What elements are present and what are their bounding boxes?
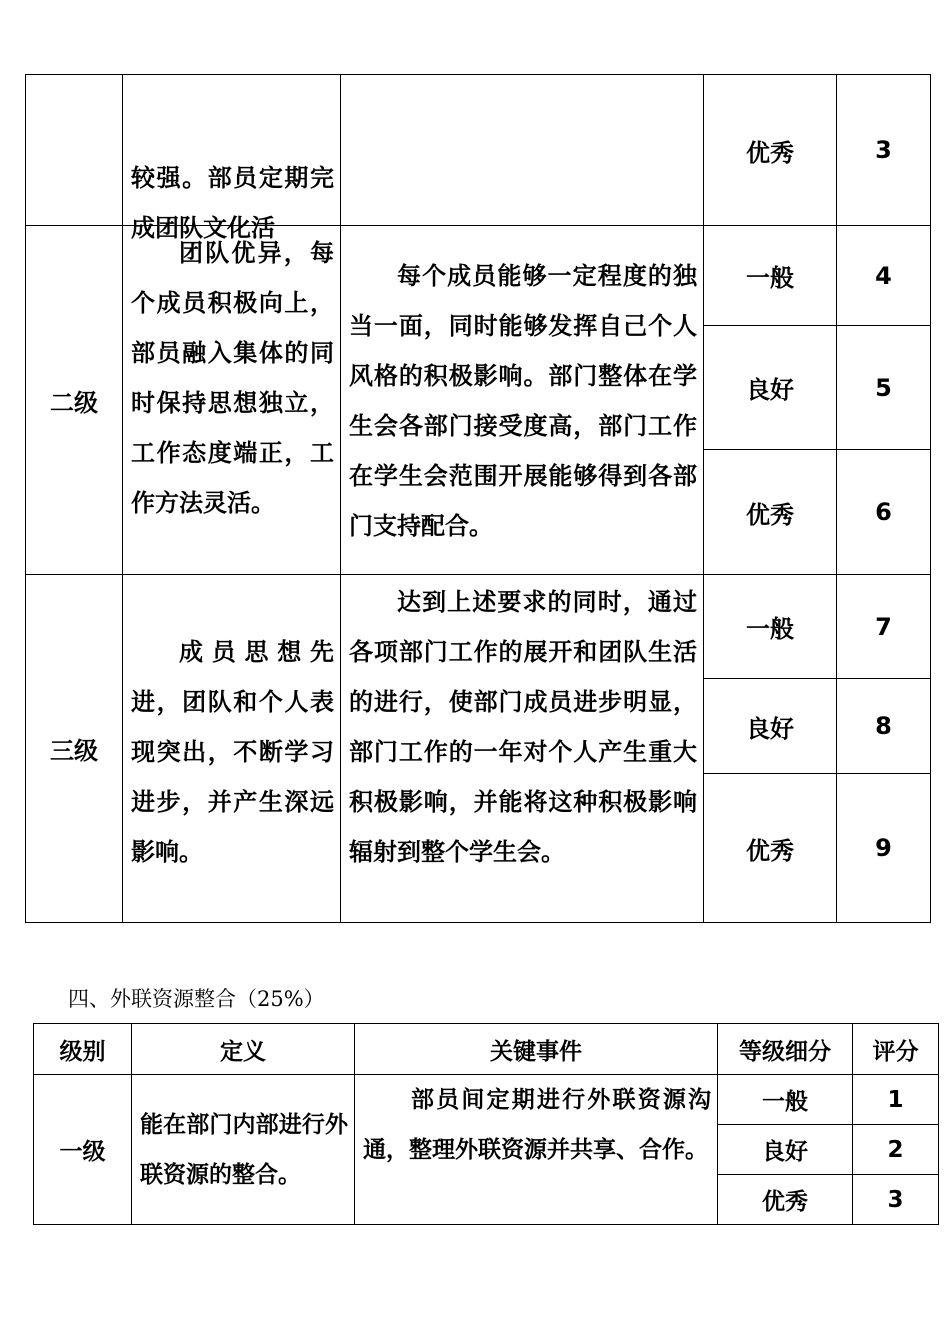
score-cell: 5 [837, 326, 931, 450]
grade-cell: 良好 [704, 679, 837, 774]
table-row [34, 1075, 939, 1125]
level-cell: 二级 [26, 226, 123, 575]
key-event-cell [355, 1075, 718, 1225]
definition-text: 成员思想先进，团队和个人表现突出，不断学习进步，并产生深远影响。 [131, 638, 334, 866]
score-cell: 6 [837, 450, 931, 575]
grade-cell: 一般 [718, 1075, 853, 1125]
key-event-text: 每个成员能够一定程度的独当一面，同时能够发挥自己个人风格的积极影响。部门整体在学生会各部门接受度高，部门工作在学生会范围开展能够得到各部门支持配合。 [349, 262, 697, 540]
grade-cell: 优秀 [704, 774, 837, 923]
score-cell: 2 [853, 1125, 939, 1175]
key-event-cell [341, 226, 704, 575]
score-cell: 3 [853, 1175, 939, 1225]
table-row [26, 75, 931, 226]
column-header-level: 级别 [34, 1024, 132, 1075]
key-event-cell [341, 575, 704, 923]
evaluation-table-team [25, 74, 931, 923]
score-cell: 8 [837, 679, 931, 774]
definition-text: 团队优异，每个成员积极向上，部员融入集体的同时保持思想独立，工作态度端正，工作方法灵活。 [131, 239, 334, 517]
level-cell [26, 75, 123, 226]
column-header-definition: 定义 [132, 1024, 355, 1075]
definition-cell [132, 1075, 355, 1225]
table-header-row [34, 1024, 939, 1075]
grade-cell: 良好 [704, 326, 837, 450]
definition-cell [123, 75, 341, 242]
grade-cell: 优秀 [704, 75, 837, 226]
score-cell: 1 [853, 1075, 939, 1125]
score-cell: 3 [837, 75, 931, 226]
definition-text: 能在部门内部进行外联资源的整合。 [140, 1111, 348, 1188]
section-heading: 四、外联资源整合（25%） [68, 987, 325, 1011]
grade-cell: 良好 [718, 1125, 853, 1175]
level-cell: 一级 [34, 1075, 132, 1225]
column-header-grade: 等级细分 [718, 1024, 853, 1075]
level-cell: 三级 [26, 575, 123, 923]
key-event-text: 达到上述要求的同时，通过各项部门工作的展开和团队生活的进行，使部门成员进步明显，部门工作的一年对个人产生重大积极影响，并能将这种积极影响辐射到整个学生会。 [349, 588, 697, 866]
score-cell: 4 [837, 226, 931, 326]
column-header-key-event: 关键事件 [355, 1024, 718, 1075]
grade-cell: 优秀 [718, 1175, 853, 1225]
key-event-text: 部员间定期进行外联资源沟通，整理外联资源并共享、合作。 [363, 1087, 711, 1163]
key-event-cell [341, 75, 704, 226]
definition-cell [123, 226, 341, 575]
column-header-score: 评分 [853, 1024, 939, 1075]
grade-cell: 优秀 [704, 450, 837, 575]
table-row [26, 575, 931, 679]
grade-cell: 一般 [704, 226, 837, 326]
evaluation-table-external [33, 1023, 939, 1225]
grade-cell: 一般 [704, 575, 837, 679]
definition-text: 较强。部员定期完成团队文化活 [131, 164, 334, 242]
score-cell: 9 [837, 774, 931, 923]
definition-cell [123, 575, 341, 923]
score-cell: 7 [837, 575, 931, 679]
